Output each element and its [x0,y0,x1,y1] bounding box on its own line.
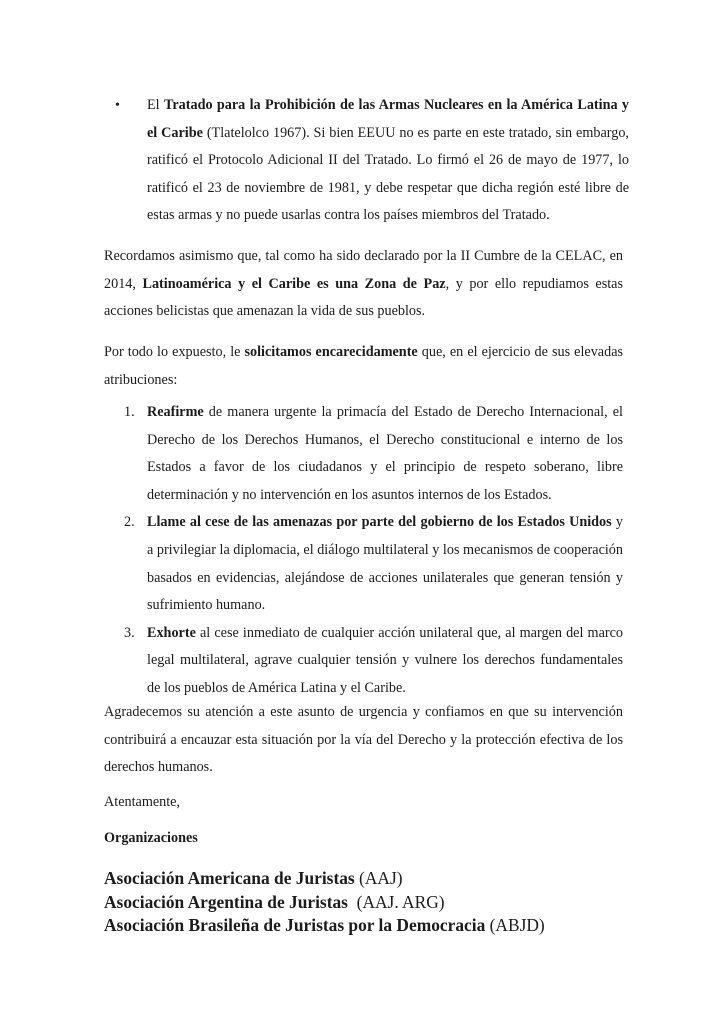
closing-salutation: Atentamente, [104,794,181,810]
treaty-bullet [115,92,629,230]
treaty-name: Tratado para la Prohibición de las Armas Nucleares en la América Latina y el Caribe [147,97,629,141]
list-item-text: de manera urgente la primacía del Estado de Derecho Internacional, el Derecho de los Derechos Humanos, el Derecho constitucional e interno de los Estados a favor de los ciudadanos y el principio de respeto soberano, libre determinación y no intervención en los asuntos internos de los Estados. [147,404,623,503]
gratitude-paragraph: Agradecemos su atención a este asunto de urgencia y confiamos en que su intervención contribuirá a encauzar esta situación por la vía del Derecho y la protección efectiva de los derechos humanos. [104,704,623,776]
list-item-text: y a privilegiar la diplomacia, el diálogo multilateral y los mecanismos de cooperación basados en evidencias, alejándose de acciones unilaterales que generan tensión y sufrimiento humano. [147,514,624,614]
bullet-text-part1: El [147,97,164,113]
organization-entry [104,867,545,891]
list-item-number: 2. [124,514,135,531]
request-intro-bold: solicitamos encarecidamente [244,344,418,360]
list-item-number: 1. [124,404,135,420]
treaty-bullet-text [147,92,629,230]
organization-name: Asociación Americana de Juristas [104,868,355,888]
organizations-list [104,867,545,938]
zona-de-paz: Latinoamérica y el Caribe es una Zona de Paz [142,275,446,292]
list-item-bold: Reafirme [147,404,204,420]
list-item-bold: Llame al cese de las amenazas por parte del gobierno de los Estados Unidos [147,514,612,531]
organization-abbr: (AAJ) [354,868,403,888]
organization-entry [104,914,545,938]
organization-entry [104,891,545,915]
request-intro-part1: Por todo lo expuesto, le [104,344,245,360]
list-item-bold: Exhorte [147,624,196,641]
bullet-text-part2: (Tlatelolco 1967). Si bien EEUU no es parte en este tratado, sin embargo, ratificó el Protocolo Adicional II del Tratado. Lo firmó el 26 de mayo de 1977, lo ratificó el 23 de noviembre de 1981, y debe respetar que dicha región esté libre de estas armas y no puede usarlas contra los países miembros del Tratado. [147,124,629,224]
list-item [104,399,623,509]
organization-abbr: (AAJ. ARG) [347,891,445,912]
request-intro-part2: que, en el ejercicio de sus elevadas atribuciones: [104,344,624,388]
organization-name: Asociación Argentina de Juristas [104,891,348,912]
celac-paragraph [104,243,623,326]
list-item [104,509,623,619]
celac-text-part1: Recordamos asimismo que, tal como ha sido declarado por la II Cumbre de la CELAC, en 2014, [104,248,623,292]
celac-text-part2: , y por ello repudiamos estas acciones belicistas que amenazan la vida de sus pueblos. [104,275,623,320]
bullet-dot-icon: • [115,98,120,113]
request-intro-paragraph [104,339,623,394]
list-item-number: 3. [124,624,135,641]
request-list [104,399,623,703]
list-item [104,620,623,703]
organization-abbr: (ABJD) [485,915,545,935]
list-item-text: al cese inmediato de cualquier acción unilateral que, al margen del marco legal multilateral, agrave cualquier tensión y vulnere los derechos fundamentales de los pueblos de América Latina y el Caribe. [147,624,623,696]
organizations-heading: Organizaciones [104,830,198,846]
organization-name: Asociación Brasileña de Juristas por la Democracia [104,915,486,935]
